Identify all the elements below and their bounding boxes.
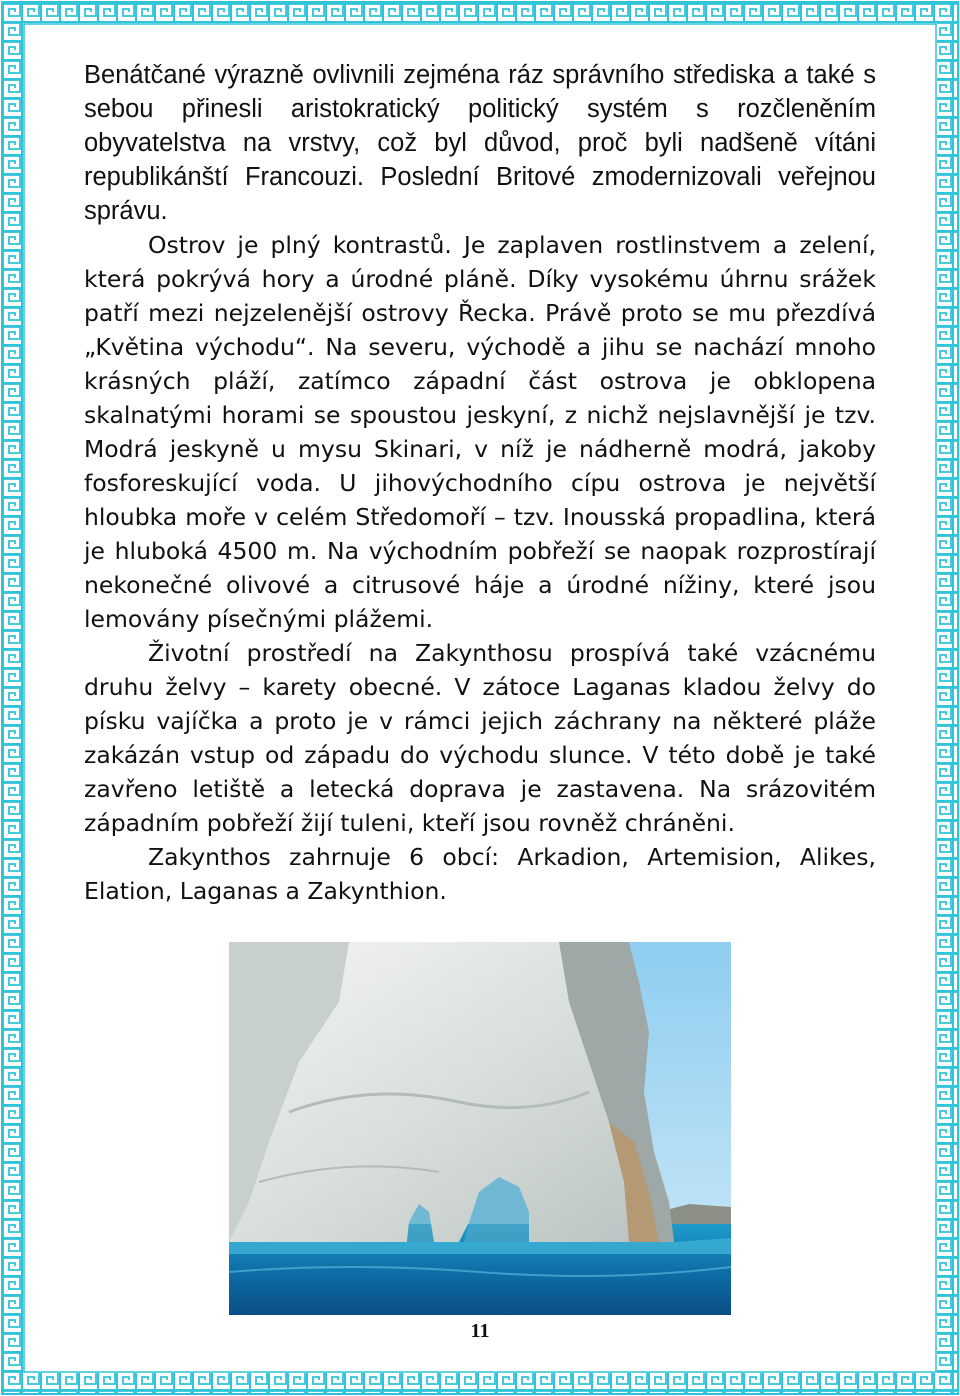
paragraph-history: Benátčané výrazně ovlivnili zejména ráz správního střediska a také s sebou přinesli aristokratický politický systém s rozčleněním obyvatelstva na vrstvy, což byl důvod, proč byli nadšeně vítáni republikánští Francouzi. Poslední Britové zmodernizovali veřejnou správu. xyxy=(84,61,876,225)
blue-cave-photo xyxy=(229,942,731,1315)
paragraph-environment: Životní prostředí na Zakynthosu prospívá také vzácnému druhu želvy – karety obecné. V zátoce Laganas kladou želvy do písku vajíčka a proto je v rámci jejich záchrany na některé pláže zakázán vstup od západu do východu slunce. V této době je také zavřeno letiště a letecká doprava je zastavena. Na srázovitém západním pobřeží žijí tuleni, kteří jsou rovněž chráněni. xyxy=(84,639,876,837)
paragraph-municipalities: Zakynthos zahrnuje 6 obcí: Arkadion, Artemision, Alikes, Elation, Laganas a Zakynthion. xyxy=(84,843,876,905)
article-text xyxy=(84,58,876,908)
paragraph-contrasts: Ostrov je plný kontrastů. Je zaplaven rostlinstvem a zelení, která pokrývá hory a úrodné pláně. Díky vysokému úhrnu srážek patří mezi nejzelenější ostrovy Řecka. Právě proto se mu přezdívá „Květina východu“. Na severu, východě a jihu se nachází mnoho krásných pláží, zatímco západní část ostrova je obklopena skalnatými horami se spoustou jeskyní, z nichž nejslavnější je tzv. Modrá jeskyně u mysu Skinari, v níž je nádherně modrá, jakoby fosforeskující voda. U jihovýchodního cípu ostrova je největší hloubka moře v celém Středomoří – tzv. Inousská propadlina, která je hluboká 4500 m. Na východním pobřeží se naopak rozprostírají nekonečné olivové a citrusové háje a úrodné nížiny, které jsou lemovány písečnými plážemi. xyxy=(84,231,876,633)
page-number: 11 xyxy=(470,1320,490,1342)
